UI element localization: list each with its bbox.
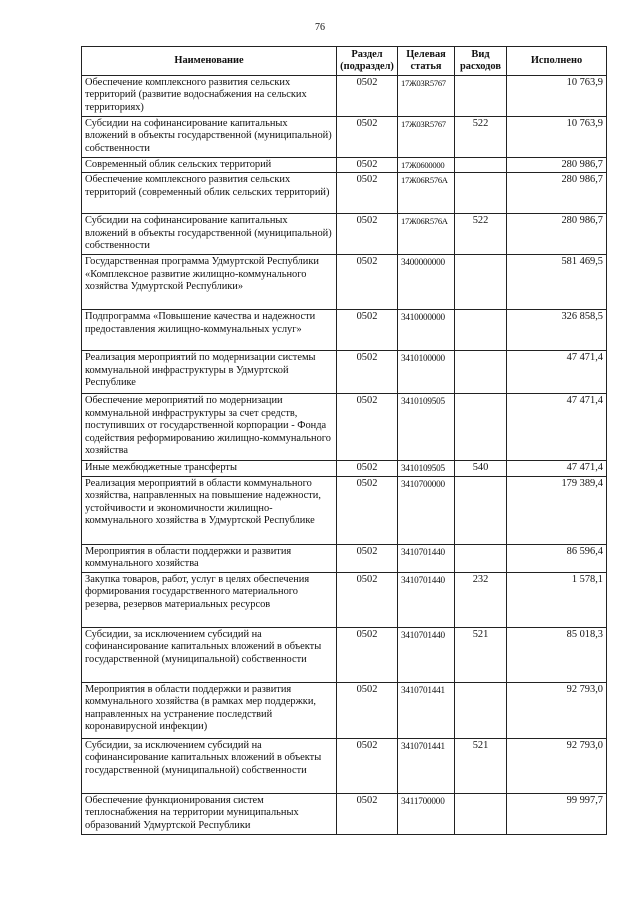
row-expense-type bbox=[455, 173, 507, 214]
row-expense-type bbox=[455, 682, 507, 738]
row-article: 17Ж06R576А bbox=[398, 214, 455, 255]
table-row bbox=[82, 461, 607, 476]
row-expense-type bbox=[455, 255, 507, 310]
table-row bbox=[82, 158, 607, 173]
row-executed: 10 763,9 bbox=[507, 117, 607, 158]
row-name: Субсидии на софинансирование капитальных вложений в объекты государственной (муниципальной) собственности bbox=[82, 117, 337, 158]
row-article: 3410701441 bbox=[398, 738, 455, 793]
row-name: Реализация мероприятий по модернизации системы коммунальной инфраструктуры в Удмуртской Республике bbox=[82, 351, 337, 394]
row-executed: 47 471,4 bbox=[507, 351, 607, 394]
table-row bbox=[82, 682, 607, 738]
row-expense-type: 540 bbox=[455, 461, 507, 476]
row-section: 0502 bbox=[337, 255, 398, 310]
row-article: 17Ж0600000 bbox=[398, 158, 455, 173]
row-executed: 280 986,7 bbox=[507, 214, 607, 255]
row-article: 17Ж06R576А bbox=[398, 173, 455, 214]
row-executed: 47 471,4 bbox=[507, 394, 607, 461]
budget-execution-table bbox=[81, 46, 607, 835]
row-article: 17Ж03R5767 bbox=[398, 76, 455, 117]
row-expense-type bbox=[455, 351, 507, 394]
row-article: 3410109505 bbox=[398, 461, 455, 476]
row-article: 3400000000 bbox=[398, 255, 455, 310]
row-name: Субсидии, за исключением субсидий на софинансирование капитальных вложений в объекты государственной (муниципальной) собственности bbox=[82, 627, 337, 682]
row-article: 3411700000 bbox=[398, 793, 455, 834]
header-name: Наименование bbox=[82, 47, 337, 76]
row-article: 3410700000 bbox=[398, 476, 455, 544]
row-executed: 10 763,9 bbox=[507, 76, 607, 117]
row-executed: 92 793,0 bbox=[507, 682, 607, 738]
table-row bbox=[82, 738, 607, 793]
row-article: 3410000000 bbox=[398, 310, 455, 351]
header-article: Целевая статья bbox=[398, 47, 455, 76]
row-article: 3410701441 bbox=[398, 682, 455, 738]
row-name: Обеспечение комплексного развития сельских территорий (развитие водоснабжения на сельских территориях) bbox=[82, 76, 337, 117]
row-name: Мероприятия в области поддержки и развития коммунального хозяйства (в рамках мер поддержки, направленных на устранение последствий коронавирусной инфекции) bbox=[82, 682, 337, 738]
table-row bbox=[82, 173, 607, 214]
row-section: 0502 bbox=[337, 793, 398, 834]
row-executed: 47 471,4 bbox=[507, 461, 607, 476]
row-expense-type bbox=[455, 793, 507, 834]
row-name: Современный облик сельских территорий bbox=[82, 158, 337, 173]
row-article: 3410701440 bbox=[398, 572, 455, 627]
row-expense-type: 522 bbox=[455, 214, 507, 255]
row-name: Подпрограмма «Повышение качества и надежности предоставления жилищно-коммунальных услуг» bbox=[82, 310, 337, 351]
row-name: Субсидии, за исключением субсидий на софинансирование капитальных вложений в объекты государственной (муниципальной) собственности bbox=[82, 738, 337, 793]
row-executed: 280 986,7 bbox=[507, 158, 607, 173]
row-article: 3410100000 bbox=[398, 351, 455, 394]
row-executed: 581 469,5 bbox=[507, 255, 607, 310]
row-article: 3410701440 bbox=[398, 627, 455, 682]
row-section: 0502 bbox=[337, 214, 398, 255]
row-section: 0502 bbox=[337, 310, 398, 351]
row-section: 0502 bbox=[337, 117, 398, 158]
header-section: Раздел (подраздел) bbox=[337, 47, 398, 76]
row-expense-type: 232 bbox=[455, 572, 507, 627]
row-executed: 280 986,7 bbox=[507, 173, 607, 214]
table-header-row bbox=[82, 47, 607, 76]
row-section: 0502 bbox=[337, 738, 398, 793]
row-name: Обеспечение функционирования систем теплоснабжения на территории муниципальных образований Удмуртской Республики bbox=[82, 793, 337, 834]
row-executed: 92 793,0 bbox=[507, 738, 607, 793]
row-expense-type bbox=[455, 310, 507, 351]
row-article: 17Ж03R5767 bbox=[398, 117, 455, 158]
row-name: Реализация мероприятий в области коммунального хозяйства, направленных на повышение надежности, устойчивости и экономичности жилищно-коммунального хозяйства в Удмуртской Республике bbox=[82, 476, 337, 544]
row-expense-type bbox=[455, 394, 507, 461]
table-row bbox=[82, 310, 607, 351]
table-row bbox=[82, 214, 607, 255]
table-row bbox=[82, 544, 607, 572]
row-executed: 326 858,5 bbox=[507, 310, 607, 351]
row-name: Государственная программа Удмуртской Республики «Комплексное развитие жилищно-коммунального хозяйства Удмуртской Республики» bbox=[82, 255, 337, 310]
table-row bbox=[82, 351, 607, 394]
row-executed: 86 596,4 bbox=[507, 544, 607, 572]
row-expense-type bbox=[455, 158, 507, 173]
header-executed: Исполнено bbox=[507, 47, 607, 76]
row-section: 0502 bbox=[337, 173, 398, 214]
row-expense-type: 521 bbox=[455, 738, 507, 793]
row-executed: 1 578,1 bbox=[507, 572, 607, 627]
table-row bbox=[82, 793, 607, 834]
row-section: 0502 bbox=[337, 394, 398, 461]
row-section: 0502 bbox=[337, 76, 398, 117]
row-section: 0502 bbox=[337, 461, 398, 476]
row-section: 0502 bbox=[337, 627, 398, 682]
row-article: 3410109505 bbox=[398, 394, 455, 461]
row-expense-type bbox=[455, 476, 507, 544]
row-expense-type bbox=[455, 544, 507, 572]
row-name: Обеспечение мероприятий по модернизации коммунальной инфраструктуры за счет средств, поступивших от государственной корпорации - Фонда содействия реформированию жилищно-коммунального хозяйства bbox=[82, 394, 337, 461]
row-executed: 179 389,4 bbox=[507, 476, 607, 544]
page-number: 76 bbox=[315, 22, 325, 33]
row-name: Обеспечение комплексного развития сельских территорий (современный облик сельских территорий) bbox=[82, 173, 337, 214]
row-article: 3410701440 bbox=[398, 544, 455, 572]
row-section: 0502 bbox=[337, 476, 398, 544]
row-expense-type bbox=[455, 76, 507, 117]
row-expense-type: 522 bbox=[455, 117, 507, 158]
table-row bbox=[82, 394, 607, 461]
row-name: Мероприятия в области поддержки и развития коммунального хозяйства bbox=[82, 544, 337, 572]
table-row bbox=[82, 117, 607, 158]
table-row bbox=[82, 476, 607, 544]
row-executed: 85 018,3 bbox=[507, 627, 607, 682]
row-executed: 99 997,7 bbox=[507, 793, 607, 834]
row-section: 0502 bbox=[337, 682, 398, 738]
row-section: 0502 bbox=[337, 158, 398, 173]
table-row bbox=[82, 572, 607, 627]
row-section: 0502 bbox=[337, 572, 398, 627]
header-expense-type: Вид расходов bbox=[455, 47, 507, 76]
table-row bbox=[82, 255, 607, 310]
row-expense-type: 521 bbox=[455, 627, 507, 682]
row-name: Закупка товаров, работ, услуг в целях обеспечения формирования государственного материального резерва, резервов материальных ресурсов bbox=[82, 572, 337, 627]
row-name: Субсидии на софинансирование капитальных вложений в объекты государственной (муниципальной) собственности bbox=[82, 214, 337, 255]
row-section: 0502 bbox=[337, 544, 398, 572]
row-name: Иные межбюджетные трансферты bbox=[82, 461, 337, 476]
table-row bbox=[82, 76, 607, 117]
table-row bbox=[82, 627, 607, 682]
row-section: 0502 bbox=[337, 351, 398, 394]
